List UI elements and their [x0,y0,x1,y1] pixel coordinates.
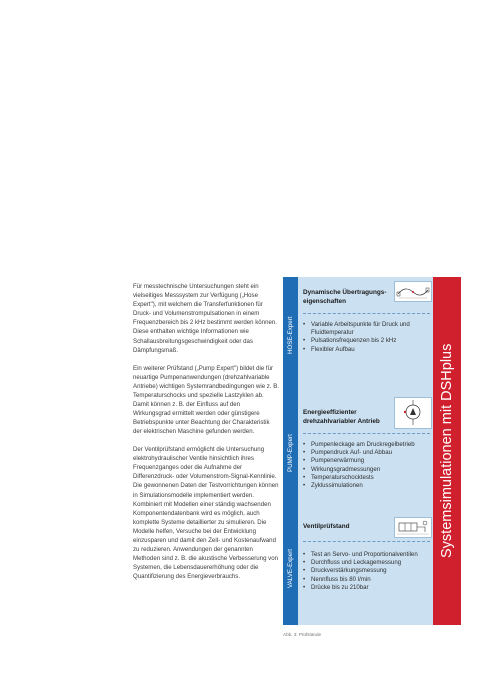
figure-caption: Abb. 3: Prüfstände [283,632,322,637]
test-bench-panel [283,277,433,625]
list-item: • Flexibler Aufbau [303,345,355,353]
section-pump-expert [298,393,433,513]
section-title-hose-expert-line-2: eigenschaften [303,297,346,305]
section-title-valve-expert-line-1: Ventilprüfstand [303,523,350,530]
bullet-list-pump-expert [303,441,431,490]
list-item: • Drücke bis zu 210bar [303,583,369,591]
list-item: • Pumpenleckage am Druckregelbetrieb [303,441,415,448]
section-divider [303,541,430,542]
body-paragraph-1: Für messtechnische Untersuchungen steht ein vielseitiges Messsystem zur Verfügung („Hose Expert"), mit welchem die Transferfunktionen für Druck- und Volumenstrompulsationen in einem Frequenzbereich bis 2 kHz bestimmt werden können. Diese enthalten wichtige Informationen wie Schallausbreitungsgeschwindigkeit oder das Dämpfungsmaß. [133,283,277,354]
section-title-pump-expert [303,409,380,426]
list-item: • Pumpenerwärmung [303,457,365,465]
section-divider [303,433,430,434]
section-title-hose-expert [303,289,386,306]
section-label-hose-expert: HOSE-Expert [287,316,294,354]
pump-circuit-diagram-icon [394,397,432,429]
section-label-valve-expert: VALVE-Expert [287,549,294,589]
section-valve-expert [298,513,433,625]
body-paragraph-3: Der Ventilprüfstand ermöglicht die Untersuchung elektrohydraulischer Ventile hinsichtlich ihres Frequenzganges oder die Aufnahme der Differenzdruck- oder Volumenstrom-Signal-Kennlinie. Die gewonnenen Daten der Testvorrichtungen können in Simulationsmodelle implementiert werden. Kombiniert mit Modellen einer ständig wachsenden Komponentendatenbank wird es möglich, auch komplette Systeme detaillierter zu simulieren. Die Modelle helfen, Versuche bei der Entwicklung einzusparen und damit den Zeit- und Kostenaufwand zu reduzieren. Anwendungen der genannten Methoden sind z. B. die akustische Verbesserung von Systemen, die Lebensdauererhöhung oder die Quantifizierung des Energieverbrauchs. [133,446,279,581]
list-item: • Pulsationsfrequenzen bis 2 kHz [303,337,397,345]
section-title-hose-expert-line-1: Dynamische Übertragungs- [303,289,387,296]
section-title-pump-expert-line-1: Energieeffizienter [303,409,357,416]
section-label-pump-expert: PUMP-Expert [287,434,294,472]
section-title-pump-expert-line-2: drehzahlvariabler Antrieb [303,417,380,425]
side-title: Systemsimulationen mit DSHplus [439,343,455,559]
list-item: • Temperaturschocktests [303,473,374,481]
list-item: • Nennfluss bis 80 l/min [303,575,371,583]
list-item: • Druckverstärkungsmessung [303,567,387,575]
list-item: • Variable Arbeitspunkte für Druck und Fluidtemperatur [303,321,410,337]
section-title-valve-expert [303,523,350,532]
hose-test-diagram-icon [394,281,432,302]
bullet-list-valve-expert [303,551,431,592]
section-hose-expert [298,277,433,393]
bullet-list-hose-expert [303,321,431,354]
side-title-bar [433,277,461,625]
list-item: • Zyklussimulationen [303,482,363,490]
valve-test-diagram-icon [394,517,432,538]
list-item: • Test an Servo- und Proportionalventilen [303,551,418,558]
list-item: • Pumpendruck Auf- und Abbau [303,449,392,457]
list-item: • Wirkungsgradmessungen [303,465,381,473]
section-divider [303,313,430,314]
list-item: • Durchfluss und Leckagemessung [303,559,402,567]
body-text-column [133,282,279,590]
body-paragraph-2: Ein weiterer Prüfstand („Pump Expert") bildet die für neuartige Pumpenanwendungen (drehzahlvariable Antriebe) wichtigen Systemrandbedingungen wie z. B. Temperaturschocks und spezielle Lastzyklen ab. Damit können z. B. der Einfluss auf den Wirkungsgrad ermittelt werden oder günstigere Betriebspunkte unter Beachtung der Charakteristik der elektrischen Maschine gefunden werden. [133,364,279,436]
